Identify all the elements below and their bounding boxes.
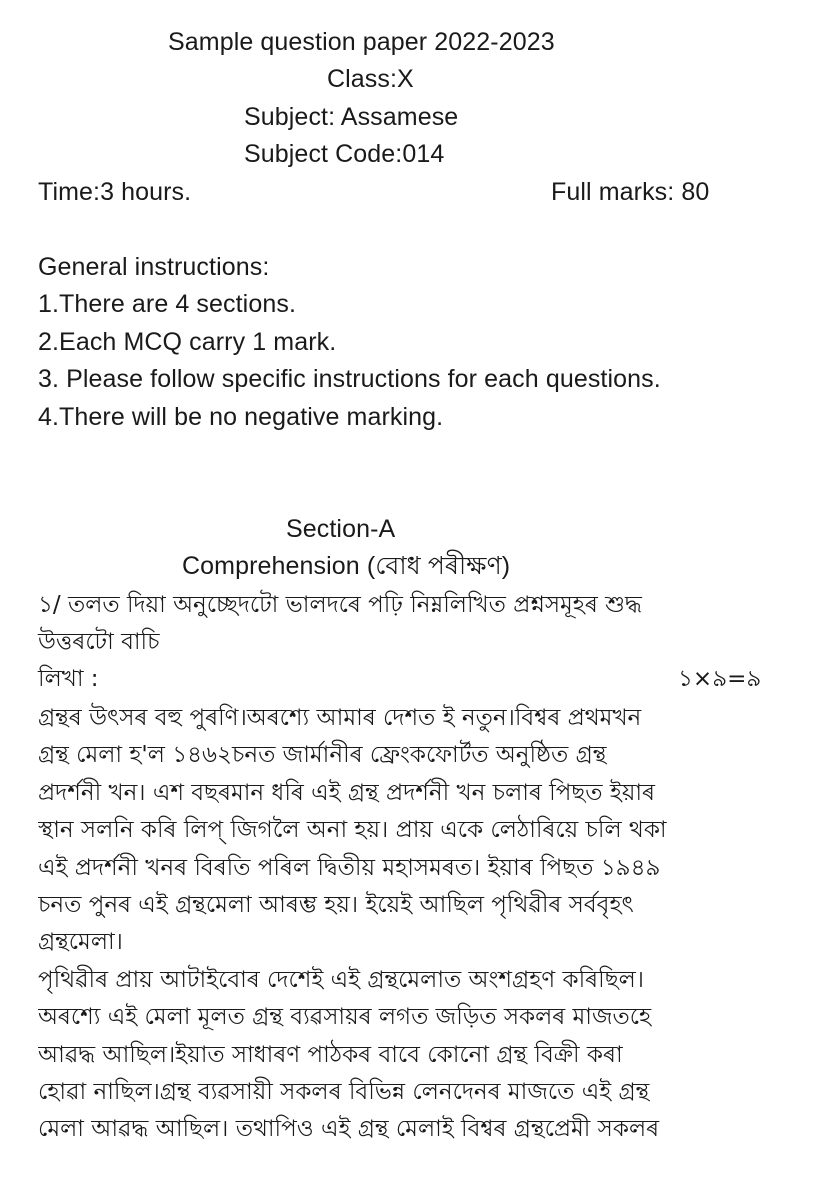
passage-line: গ্ৰন্থমেলা। (38, 929, 123, 956)
paper-title: Sample question paper 2022-2023 (168, 28, 555, 56)
instruction-item: 2.Each MCQ carry 1 mark. (38, 328, 337, 356)
section-name: Section-A (286, 515, 396, 543)
passage-line: আৱদ্ধ আছিল।ইয়াত সাধাৰণ পাঠকৰ বাবে কোনো গ্ৰন্থ বিক্ৰী কৰা (38, 1041, 623, 1068)
instruction-item: 4.There will be no negative marking. (38, 403, 444, 431)
question-text-line: ১/ তলত দিয়া অনুচ্ছেদটো ভালদৰে পঢ়ি নিম্নলিখিত প্ৰশ্নসমূহৰ শুদ্ধ (38, 592, 642, 618)
passage-line: প্ৰদৰ্শনী খন। এশ বছৰমান ধৰি এই গ্ৰন্থ প্ৰদৰ্শনী খন চলাৰ পিছত ইয়াৰ (38, 779, 655, 806)
full-marks-label: Full marks: 80 (551, 178, 710, 206)
passage-line: গ্ৰন্থৰ উৎসৰ বহু পুৰণি।অৰশ্যে আমাৰ দেশত ই নতুন।বিশ্বৰ প্ৰথমখন (38, 705, 642, 731)
section-subtitle: Comprehension (বোধ পৰীক্ষণ) (182, 552, 511, 580)
question-marks: ১×৯=৯ (678, 666, 762, 692)
passage-line: অৰশ্যে এই মেলা মূলত গ্ৰন্থ ব্যৱসায়ৰ লগত জড়িত সকলৰ মাজতহে (38, 1004, 652, 1031)
class-label: Class:X (327, 65, 414, 93)
comprehension-passage (38, 700, 798, 1149)
time-label: Time:3 hours. (38, 178, 192, 206)
instruction-item: 3. Please follow specific instructions for each questions. (38, 365, 661, 393)
subject-code-label: Subject Code:014 (244, 140, 445, 168)
passage-line: গ্ৰন্থ মেলা হ'ল ১৪৬২চনত জাৰ্মানীৰ ফ্ৰেংকফোৰ্টত অনুষ্ঠিত গ্ৰন্থ (38, 742, 607, 769)
question-text-line: উত্তৰটো বাচি (38, 629, 160, 655)
passage-line: এই প্ৰদৰ্শনী খনৰ বিৰতি পৰিল দ্বিতীয় মহাসমৰত। ইয়াৰ পিছত ১৯৪৯ (38, 854, 661, 881)
passage-line: চনত পুনৰ এই গ্ৰন্থমেলা আৰম্ভ হয়। ইয়েই আছিল পৃথিৱীৰ সৰ্ববৃহৎ (38, 892, 634, 919)
instructions-heading: General instructions: (38, 253, 270, 281)
passage-line: মেলা আৱদ্ধ আছিল। তথাপিও এই গ্ৰন্থ মেলাই বিশ্বৰ গ্ৰন্থপ্ৰেমী সকলৰ (38, 1116, 660, 1143)
question-text-line: লিখা : (38, 666, 99, 692)
passage-line: পৃথিৱীৰ প্ৰায় আটাইবোৰ দেশেই এই গ্ৰন্থমেলাত অংশগ্ৰহণ কৰিছিল। (38, 966, 645, 993)
subject-label: Subject: Assamese (244, 103, 459, 131)
instruction-item: 1.There are 4 sections. (38, 290, 296, 318)
passage-line: হোৱা নাছিল।গ্ৰন্থ ব্যৱসায়ী সকলৰ বিভিন্ন লেনদেনৰ মাজতে এই গ্ৰন্থ (38, 1079, 650, 1106)
passage-line: স্থান সলনি কৰি লিপ্ জিগলৈ অনা হয়। প্ৰায় একে লেঠাৰিয়ে চলি থকা (38, 817, 667, 844)
